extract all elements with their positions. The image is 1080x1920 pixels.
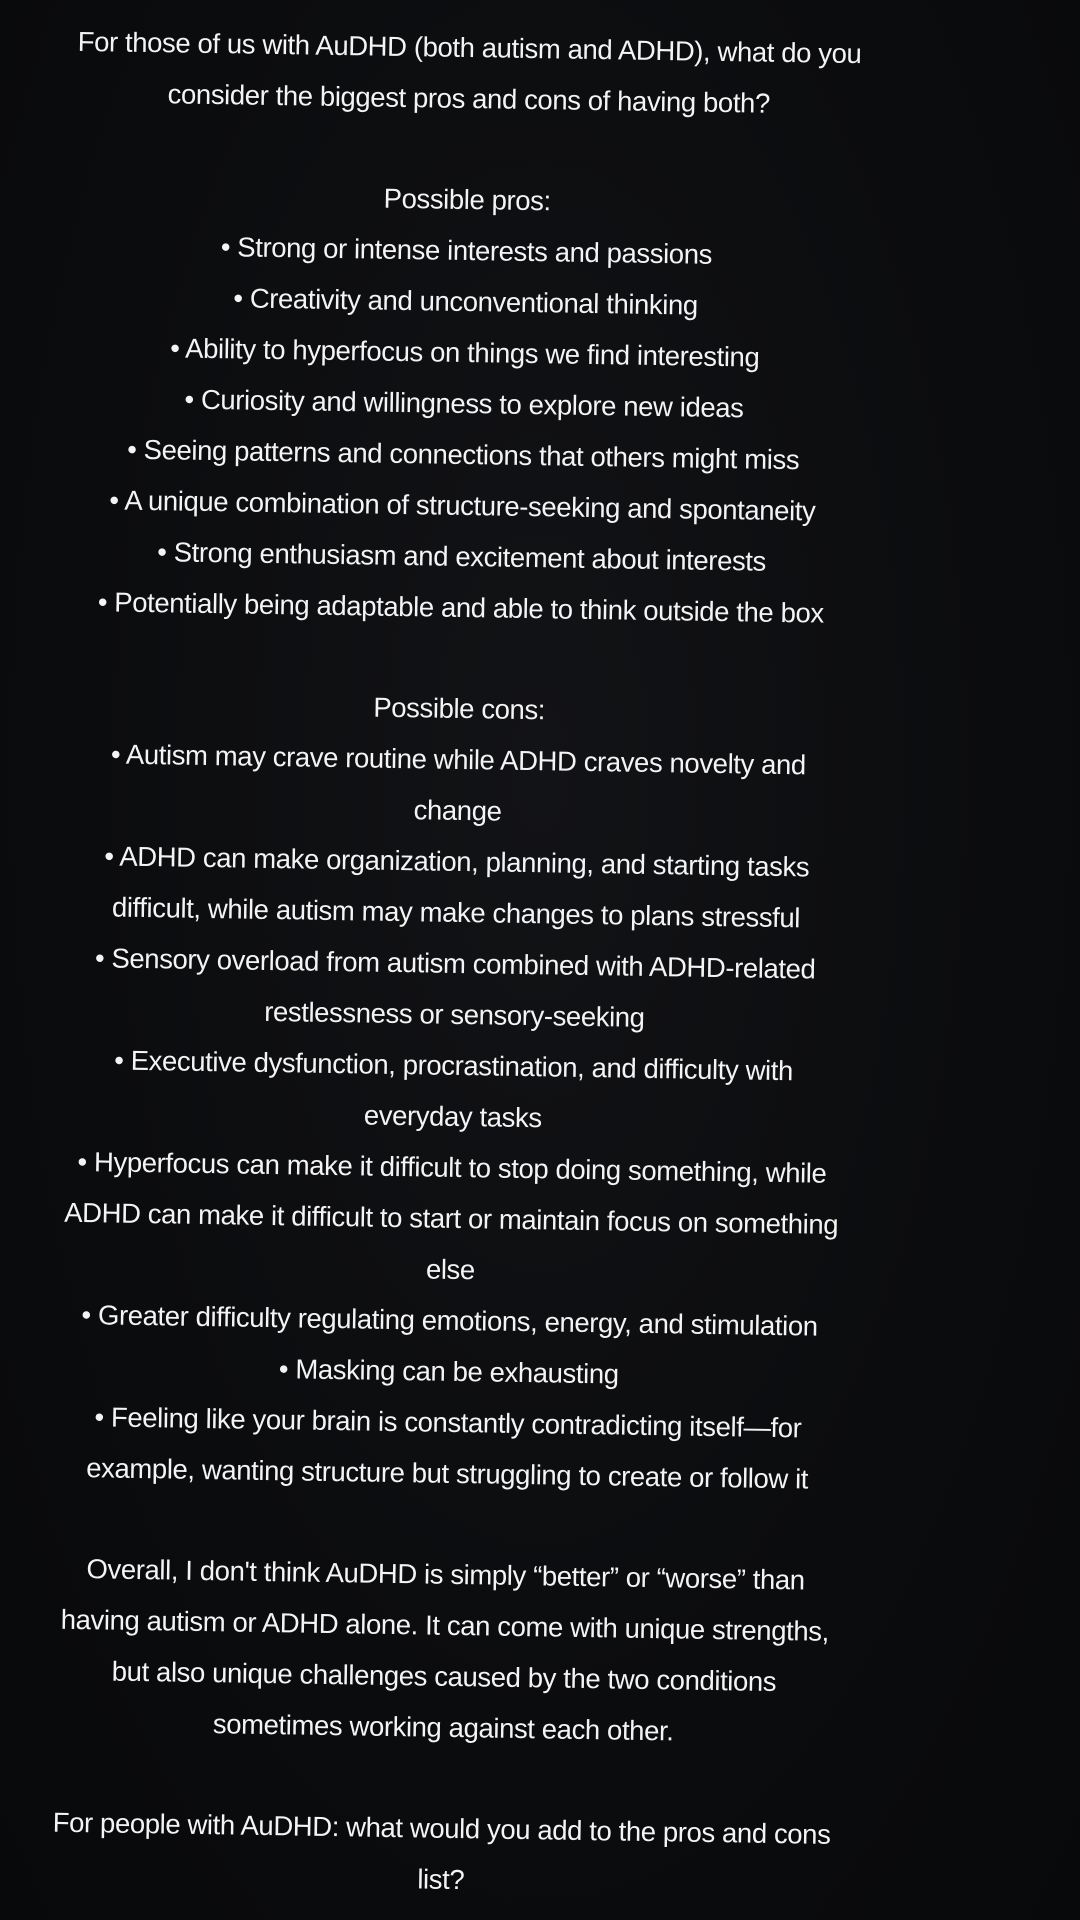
pros-item: • Curiosity and willingness to explore new ideas bbox=[184, 383, 744, 424]
question-line: For those of us with AuDHD (both autism and ADHD), what do you bbox=[77, 25, 862, 70]
closing-question-line: list? bbox=[417, 1863, 465, 1896]
cons-item-line: • Feeling like your brain is constantly contradicting itself—for bbox=[94, 1401, 802, 1444]
pros-item: • Seeing patterns and connections that others might miss bbox=[126, 433, 800, 476]
cons-item-line: • Autism may crave routine while ADHD craves novelty and bbox=[110, 738, 807, 781]
pros-item: • Creativity and unconventional thinking bbox=[233, 282, 699, 321]
pros-item: • A unique combination of structure-seeking and spontaneity bbox=[109, 484, 816, 527]
pros-item: • Ability to hyperfocus on things we find interesting bbox=[170, 332, 760, 373]
pros-item: • Strong or intense interests and passions bbox=[220, 231, 713, 270]
cons-item-line: restlessness or sensory-seeking bbox=[263, 995, 645, 1033]
conclusion-line: having autism or ADHD alone. It can come with unique strengths, bbox=[60, 1603, 830, 1647]
cons-item-line: example, wanting structure but struggling to create or follow it bbox=[86, 1452, 809, 1495]
cons-item-line: • Executive dysfunction, procrastination, and difficulty with bbox=[114, 1044, 794, 1087]
pros-item: • Strong enthusiasm and excitement about interests bbox=[157, 536, 767, 577]
closing-question-line: For people with AuDHD: what would you add to the pros and cons bbox=[52, 1806, 831, 1850]
cons-item-line: • Hyperfocus can make it difficult to stop doing something, while bbox=[77, 1145, 827, 1189]
post-text bbox=[0, 15, 930, 1912]
cons-item-line: • Greater difficulty regulating emotions, energy, and stimulation bbox=[81, 1299, 818, 1342]
conclusion-line: sometimes working against each other. bbox=[212, 1708, 674, 1747]
conclusion-line: but also unique challenges caused by the two conditions bbox=[111, 1655, 777, 1698]
cons-item-line: difficult, while autism may make changes to plans stressful bbox=[111, 891, 801, 934]
pros-heading: Possible pros: bbox=[383, 182, 552, 217]
cons-item-line: • ADHD can make organization, planning, and starting tasks bbox=[104, 840, 810, 883]
question-line: consider the biggest pros and cons of having both? bbox=[167, 78, 771, 119]
pros-item: • Potentially being adaptable and able to think outside the box bbox=[97, 586, 824, 629]
cons-item-line: else bbox=[425, 1253, 476, 1286]
cons-item-line: • Masking can be exhausting bbox=[278, 1353, 619, 1390]
cons-item-line: change bbox=[413, 794, 502, 827]
conclusion-line: Overall, I don't think AuDHD is simply “better” or “worse” than bbox=[86, 1553, 805, 1596]
cons-item-line: ADHD can make it difficult to start or maintain focus on something bbox=[63, 1196, 839, 1240]
cons-item-line: everyday tasks bbox=[363, 1099, 542, 1134]
cons-item-line: • Sensory overload from autism combined with ADHD-related bbox=[94, 942, 816, 985]
cons-heading: Possible cons: bbox=[373, 691, 546, 726]
